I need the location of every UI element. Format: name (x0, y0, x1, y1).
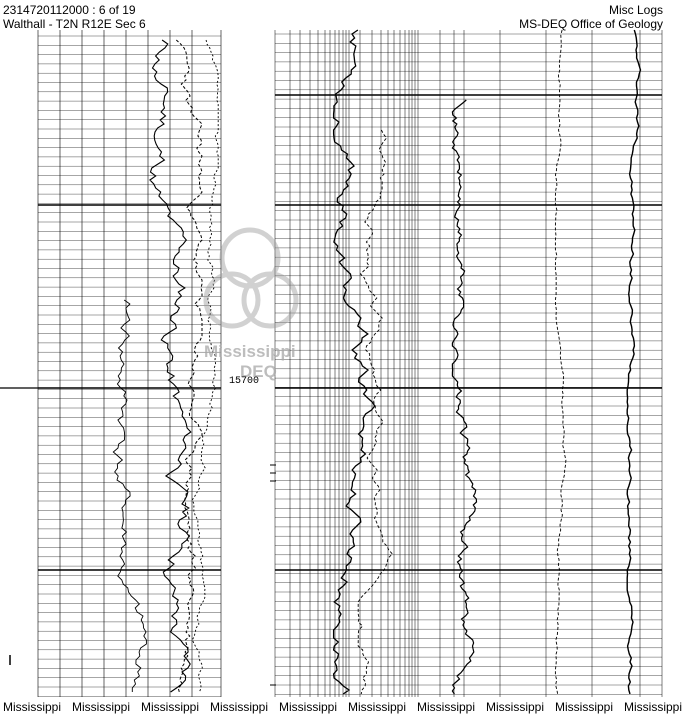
footer-label: Mississippi (210, 700, 269, 714)
log-curves (113, 30, 640, 695)
log-curve-left-dotted (192, 40, 218, 692)
footer-label: Mississippi (72, 700, 131, 714)
watermark-text-line2: DEQ (240, 362, 277, 381)
log-curve-right-edge (627, 30, 640, 694)
log-curve-right-gamma (452, 100, 476, 694)
watermark-text-line1: Mississippi (204, 342, 296, 361)
footer-label: Mississippi (3, 700, 62, 714)
log-curve-left-dashed (176, 40, 202, 692)
depth-marker-label: 15700 (229, 376, 260, 387)
footer-label: Mississippi (486, 700, 545, 714)
well-id-page-label: 2314720112000 : 6 of 19 (3, 3, 136, 17)
right-track-grid (270, 30, 662, 697)
agency-label: MS-DEQ Office of Geology (519, 17, 663, 31)
log-curve-left-outer (113, 300, 146, 692)
log-type-label: Misc Logs (608, 3, 663, 17)
footer-label: Mississippi (348, 700, 407, 714)
footer-label: Mississippi (141, 700, 200, 714)
footer-label: Mississippi (624, 700, 682, 714)
footer-label: Mississippi (555, 700, 614, 714)
well-location-label: Walthall - T2N R12E Sec 6 (3, 17, 146, 31)
log-curve-right-resistivity (334, 30, 375, 694)
log-curve-left-solid (150, 40, 191, 692)
footer-label: Mississippi (417, 700, 476, 714)
left-track-grid (0, 30, 221, 697)
footer-label: Mississippi (279, 700, 338, 714)
log-curve-right-dashed (358, 130, 392, 694)
watermark-logo (206, 230, 296, 326)
log-curve-right-porosity (555, 30, 566, 695)
footer-watermark-strip (0, 699, 682, 715)
